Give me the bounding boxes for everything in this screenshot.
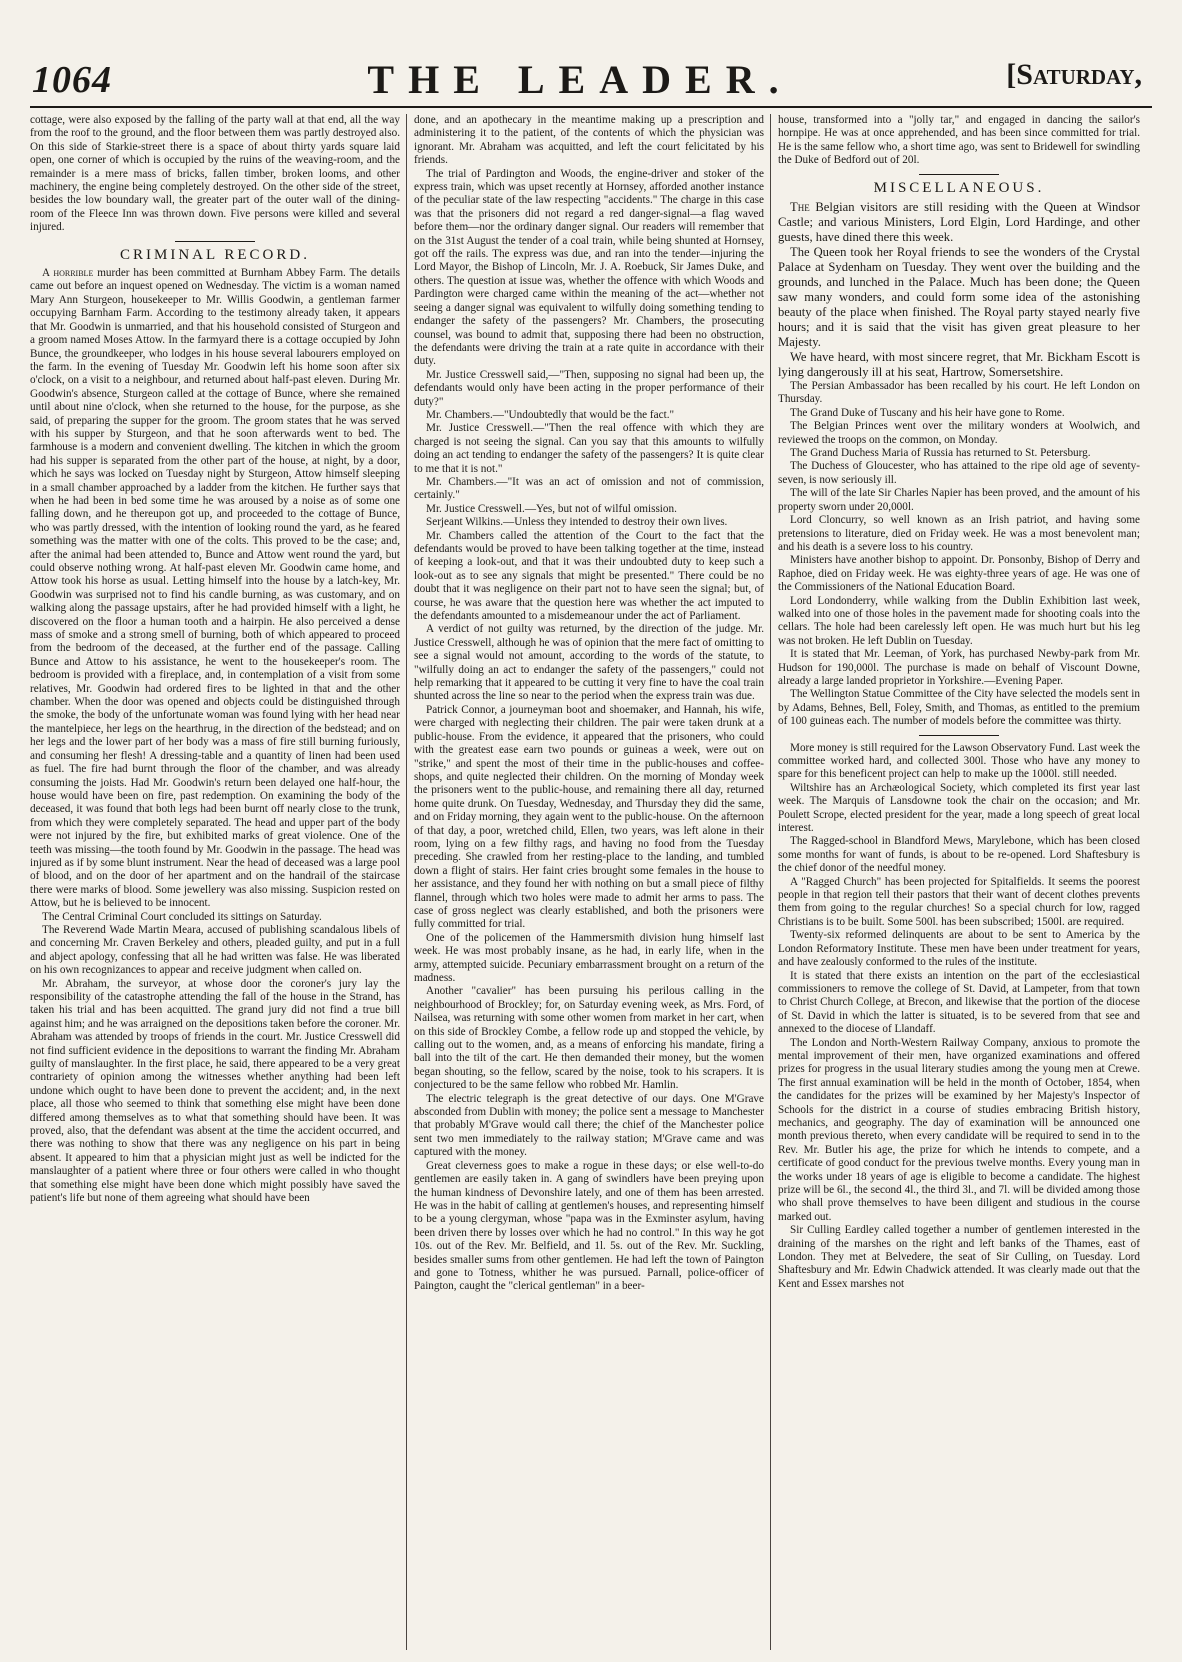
column-3: [778, 114, 1140, 1652]
article-paragraph: Great cleverness goes to make a rogue in these days; or else well-to-do gentlemen are easily taken in. A gang of swindlers have been preying upon the human kindness of Devonshire lately, and one of them has been arrested. He was in the habit of calling at gentlemen's houses, and representing himself to be a young clergyman, whose "papa was in the Exminster asylum, having been driven there by losses over which he had no control." In this way he got 10s. out of the Rev. Mr. Belfield, and 1l. 5s. out of the Rev. Mr. Suckling, besides smaller sums from other gentlemen. He had left the town of Paington and gone to Totness, whither he was pursued. Parnall, police-officer of Paington, caught the "clerical gentleman" in a beer-: [414, 1159, 764, 1293]
lead-in: The: [790, 200, 810, 215]
section-heading-miscellaneous: MISCELLANEOUS.: [873, 179, 1045, 196]
article-paragraph: The Belgian Princes went over the military wonders at Woolwich, and reviewed the troops on the common, on Monday.: [778, 420, 1140, 446]
article-paragraph: The Grand Duke of Tuscany and his heir have gone to Rome.: [790, 406, 1065, 419]
masthead: [0, 0, 1182, 112]
article-paragraph: Lord Cloncurry, so well known as an Irish patriot, and having some pretensions to literature, died on Friday week. He was a most benevolent man; and his death is a severe loss to his country.: [778, 514, 1140, 553]
article-paragraph: The Duchess of Gloucester, who has attained to the ripe old age of seventy-seven, is now seriously ill.: [778, 460, 1140, 486]
header-rule: [30, 106, 1152, 108]
article-paragraph: Wiltshire has an Archæological Society, which completed its first year last week. The Marquis of Lansdowne took the chair on the occasion; and Mr. Poulett Scrope, elected president for the year, made a long speech of great local interest.: [778, 781, 1140, 835]
article-paragraph: It is stated that there exists an intention on the part of the ecclesiastical commissioners to remove the college of St. David, at Lampeter, from that town to Christ Church College, at Brecon, and likewise that the portion of the diocese of St. David in which the latter is situated, is to be severed from that see and annexed to the diocese of Llandaff.: [778, 969, 1140, 1036]
section-rule: [919, 174, 999, 175]
article-paragraph: Mr. Justice Cresswell said,—"Then, supposing no signal had been up, the defendants would only have been acting in the proper performance of their duty?": [414, 368, 764, 408]
article-paragraph: The trial of Pardington and Woods, the engine-driver and stoker of the express train, which was upset recently at Hornsey, afforded another instance of the peculiar state of the law respecting "accidents." The charge in this case was that the prisoners did not regard a red danger-signal—a flag waved before them—nor the ordinary danger signal. Our readers will remember that on the 31st August the tender of a coal train, while being shunted at Hornsey, got off the rails. The express was due, and ran into the tender—injuring the Lord Mayor, the Bishop of Lincoln, Mr. J. A. Roebuck, Sir James Duke, and others. The question at issue was, whether the offence with which Woods and Pardington were charged came within the meaning of the act—whether not seeing a danger signal was equivalent to wilfully doing something tending to endanger the safety of the passengers? Mr. Chambers, the prosecuting counsel, was bound to admit that, supposing there had been no obstruction, the defendants were driving the train at a rate quite in accordance with their duty.: [414, 167, 764, 368]
miscellaneous-lead-block: [778, 200, 1140, 380]
article-paragraph: The electric telegraph is the great detective of our days. One M'Grave absconded from Dublin with money; the police sent a message to Manchester that probably M'Grave would call there; the chief of the Manchester police sent two men immediately to the railway station; M'Grave came and was captured with the money.: [414, 1092, 764, 1159]
article-paragraph: Mr. Chambers.—"Undoubtedly that would be the fact.": [426, 408, 675, 421]
article-paragraph: Mr. Abraham, the surveyor, at whose door the coroner's jury lay the responsibility of the catastrophe attending the fall of the house in the Strand, has taken his trial and has been acquitted. The grand jury did not find a true bill against him; and he was arraigned on the depositions taken before the coroner. Mr. Abraham was attended by troops of friends in the court. Mr. Justice Cresswell did not find sufficient evidence in the depositions to warrant the finding Mr. Abraham guilty of manslaughter. In the first place, he said, there appeared to be a very great contrariety of opinion among the witnesses whether anything had been left undone which ought to have been done to prevent the accident; and, in the next place, all those who seemed to think that something else might have been done differed among themselves as to what that something should have been. It was proved, also, that the defendant was absent at the time the accident occurred, and there was nothing to show that there was any negligence on his part in being absent. It appeared to him that a physician might just as well be indicted for the manslaughter of a patient where three or four others were called in who thought that something else might have been done which might possibly have saved the patient's life but none of them agreeing what should have been: [30, 977, 400, 1205]
article-paragraph: The Grand Duchess Maria of Russia has returned to St. Petersburg.: [790, 447, 1091, 460]
article-paragraph: house, transformed into a "jolly tar," and engaged in dancing the sailor's hornpipe. He was at once apprehended, and has been since committed for trial. He is the same fellow who, a short time ago, was sent to Bridewell for swindling the Duke of Bedford out of 20l.: [778, 114, 1140, 167]
article-paragraph: More money is still required for the Lawson Observatory Fund. Last week the committee worked hard, and collected 300l. Those who have any money to spare for this beneficent project can help to make up the 1000l. still needed.: [778, 741, 1140, 781]
article-paragraph: The London and North-Western Railway Company, anxious to promote the mental improvement of their men, have organized examinations and offered prizes for progress in the usual literary studies among the young men at Crewe. The first annual examination will be held in the month of October, 1854, when the candidates for the prizes will be examined by her Majesty's Inspector of Schools for the district in a course of studies embracing British history, mechanics, and geography. The day of examination will be announced one month previous thereto, when every candidate will be required to send in to the Rev. Mr. Butler his age, the prize for which he intends to compete, and a certificate of good conduct for the previous twelve months. Every young man in the works under 18 years of age is eligible to become a candidate. The highest prize will be 6l., the second 4l., the third 3l., and 7l. will be divided among those who shall prove themselves to have been diligent and studious in the course marked out.: [778, 1036, 1140, 1223]
article-paragraph: done, and an apothecary in the meantime making up a prescription and administering it to the patient, of the contents of which the physician was ignorant. Mr. Abraham was acquitted, and left the court felicitated by his friends.: [414, 114, 764, 167]
article-paragraph: [30, 267, 400, 911]
paragraph-text: murder has been committed at Burnham Abbey Farm. The details came out before an inquest opened on Wednesday. The victim is a woman named Mary Ann Sturgeon, housekeeper to Mr. Willis Goodwin, a gentleman farmer occupying Barnham Farm. According to the testimony already taken, it appears that Mr. Goodwin is unmarried, and that his household consisted of Sturgeon and a groom named Moses Attow. In the farmyard there is a cottage occupied by John Bunce, the groundkeeper, who lodges in his house several labourers employed on the farm. In the evening of Tuesday Mr. Goodwin left his home soon after six o'clock, on a visit to a neighbour, and returned about half-past eleven. During Mr. Goodwin's absence, Sturgeon called at the cottage of Bunce, where she remained until about nine o'clock, when she returned to the house, for the purpose, as she said, of preparing the supper for the groom. The groom states that he was served with his supper by Sturgeon, and that he soon afterwards went to bed. The farmhouse is a modern and convenient dwelling. The kitchen in which the groom had his supper is separated from the other part of the house, at night, by a door, which he says was locked on Tuesday night by Sturgeon, Attow himself sleeping in a small chamber approached by a ladder from the kitchen. He further says that when he had been in bed some time he was aroused by a noise as of some one falling down, and he thereupon got up, and proceeded to the cottage of Bunce, who was partly dressed, with the intention of looking round the yard, as he feared something was the matter with one of the colts. This proved to be the case; and, after the animal had been attended to, Bunce and Attow went round the yard, but could observe nothing wrong. At half-past eleven Mr. Goodwin came home, and Attow took his horse as usual. Letting himself into the house by a latch-key, Mr. Goodwin was surprised not to find his candle burning, as was customary, and on walking along the passage upstairs, after he had provided himself with a light, he discovered on the floor a human tooth and a hairpin. He also perceived a dense mass of smoke and a strong smell of burning, both of which appeared to proceed from the bedroom of the deceased, at the further end of the passage. Calling Bunce and Attow to his assistance, he went to the housekeeper's room. The bedroom is provided with a fireplace, and, in contemplation of a visit from some relatives, Mr. Goodwin had ordered fires to be lighted in that and the other chamber. When the door was opened and objects could be distinguished through the smoke, the body of the unfortunate woman was found lying with her head near the mantelpiece, her legs on the hearthrug, in the direction of the bedstead; and on her legs and the lower part of her body was a mass of fire still burning furiously, and consuming her flesh! A dressing-table and a quantity of linen had been used as fuel. The fire had burnt through the floor of the chamber, and was already consuming the joists. Had Mr. Goodwin's return been delayed one half-hour, the house would have been on fire, past redemption. On examining the body of the deceased, it was found that both legs had been burnt off nearly close to the trunk, from which they were completely separated. The head and upper part of the body were not injured by the fire, but exhibited marks of great violence. One of the teeth was missing—the tooth found by Mr. Goodwin in the passage. The head was injured as if by some blunt instrument. Near the head of deceased was a large pool of blood, and on the door of her apartment and on the handrail of the staircase there were marks of blood. Some jewellery was also missing. Suspicion rested on Attow, but he is believed to be innocent.: [30, 267, 400, 910]
lead-in: A horrible: [42, 267, 94, 280]
article-paragraph: Ministers have another bishop to appoint. Dr. Ponsonby, Bishop of Derry and Raphoe, died on Friday week. He was eighty-three years of age. He was one of the Commissioners of the National Education Board.: [778, 554, 1140, 594]
article-paragraph: The Persian Ambassador has been recalled by his court. He left London on Thursday.: [778, 380, 1140, 406]
issue-day: [Saturday,: [1006, 58, 1142, 91]
article-paragraph: It is stated that Mr. Leeman, of York, has purchased Newby-park from Mr. Hudson for 190,000l. The purchase is made on behalf of Viscount Downe, already a large landed proprietor in Yorkshire.—Evening Paper.: [778, 648, 1140, 687]
section-heading-criminal-record: CRIMINAL RECORD.: [120, 246, 310, 263]
article-paragraph: cottage, were also exposed by the falling of the party wall at that end, all the way from the roof to the ground, and the floor between them was partly destroyed also. On this side of Starkie-street there is a space of about thirty yards square laid open, one corner of which is occupied by the ruins of the weaving-room, and the remainder is a mere mass of bricks, fallen timber, broken looms, and other machinery, the engine being completely destroyed. On the other side of the street, besides the low boundary wall, the greater part of the outer wall of the dining-room of the Fleece Inn was thrown down. Five persons were killed and several injured.: [30, 114, 400, 234]
article-paragraph: The Ragged-school in Blandford Mews, Marylebone, which has been closed some months for want of funds, is about to be re-opened. Lord Shaftesbury is the chief donor of the needful money.: [778, 835, 1140, 875]
article-paragraph: Mr. Justice Cresswell.—Yes, but not of wilful omission.: [426, 502, 677, 515]
newspaper-title: THE LEADER.: [367, 57, 793, 102]
article-paragraph: The Queen took her Royal friends to see the wonders of the Crystal Palace at Sydenham on Tuesday. They went over the building and the grounds, and lunched in the Palace. Much has been done; the Queen saw many wonders, and could form some idea of the astonishing beauty of the place when finished. The Royal party stayed nearly five hours; and it is said that the visit has given great pleasure to her Majesty.: [778, 245, 1140, 350]
article-paragraph: The will of the late Sir Charles Napier has been proved, and the amount of his property sworn under 20,000l.: [778, 487, 1140, 513]
article-paragraph: Twenty-six reformed delinquents are about to be sent to America by the London Reformatory Institute. These men have been under treatment for years, and have zealously conformed to the rules of the institute.: [778, 929, 1140, 969]
column-divider-2: [770, 114, 771, 1650]
article-paragraph: Serjeant Wilkins.—Unless they intended to destroy their own lives.: [426, 516, 728, 529]
article-paragraph: Patrick Connor, a journeyman boot and shoemaker, and Hannah, his wife, were charged with neglecting their children. The pair were taken drunk at a public-house. From the evidence, it appeared that the prisoners, who could with the greatest ease earn two pounds or guineas a week, were out on "strike," and spent the most of their time in the public-houses and coffee-shops, and quite neglected their children. On the morning of Monday week the prisoners went to the public-house, and remaining there all day, returned home quite drunk. On Tuesday, Wednesday, and Thursday they did the same, and on Friday morning, they again went to the public-house. On the afternoon of that day, a poor, wretched child, Ellen, two years, was left alone in their room, lying on a few filthy rags, and having no food from the Tuesday preceding. She crawled from her resting-place to the landing, and tumbled down a flight of stairs. Her faint cries brought some females in the house to her assistance, and they found her with nothing on but a small piece of filthy flannel, through which two holes were made to admit her arms to pass. The case of gross neglect was clearly established, and both the prisoners were fully committed for trial.: [414, 703, 764, 931]
article-paragraph: The Wellington Statue Committee of the City have selected the models sent in by Adams, Behnes, Bell, Foley, Smith, and Thomas, as entitled to the premium of 100 guineas each. The number of models before the committee was thirty.: [778, 688, 1140, 728]
article-paragraph: Mr. Chambers.—"It was an act of omission and not of commission, certainly.": [414, 475, 764, 502]
section-rule: [175, 241, 255, 242]
article-paragraph: We have heard, with most sincere regret, that Mr. Bickham Escott is lying dangerously ill at his seat, Hartrow, Somersetshire.: [778, 350, 1140, 380]
article-paragraph: A "Ragged Church" has been projected for Spitalfields. It seems the poorest people in that region tell their pastors that their want of decent clothes prevents them from going to the regular churches! So a special church for low, ragged Christians is to be built. Some 500l. has been subscribed; 1500l. are required.: [778, 875, 1140, 928]
article-paragraph: Another "cavalier" has been pursuing his perilous calling in the neighbourhood of Brockley; for, on Saturday evening week, as Mrs. Ford, of Nailsea, was returning with some other women from market in her cart, when on this side of Brockley Combe, a fellow rode up and stopped the vehicle, by calling out to the women, and, as a means of enforcing his mandate, firing a ball into the tilt of the cart. He then demanded their money, but the women began shouting, so the fellow, scared by the noise, took to his scrapers. It is conjectured to be the same fellow who robbed Mr. Hamlin.: [414, 985, 764, 1092]
article-paragraph: One of the policemen of the Hammersmith division hung himself last week. He was most probably insane, as he had, in early life, when in the army, attempted suicide. Pecuniary embarrassment brought on a return of the madness.: [414, 931, 764, 984]
article-paragraph: The Central Criminal Court concluded its sittings on Saturday.: [42, 910, 322, 923]
section-rule: [919, 735, 999, 736]
article-paragraph: Mr. Justice Cresswell.—"Then the real offence with which they are charged is not seeing the signal. Can you say that this amounts to wilfully doing an act tending to endanger the safety of the passengers? It is quite clear to me that it is not.": [414, 422, 764, 475]
column-divider-1: [406, 114, 407, 1650]
article-paragraph: Lord Londonderry, while walking from the Dublin Exhibition last week, walked into one of those holes in the pavement made for shooting coals into the cellars. The hole had been carelessly left open. He was much hurt but his leg was not broken. He left Dublin on Tuesday.: [778, 594, 1140, 647]
column-2: [414, 114, 764, 1652]
article-paragraph: [778, 200, 1140, 245]
paragraph-text: Belgian visitors are still residing with the Queen at Windsor Castle; and various Ministers, Lord Elgin, Lord Hardinge, and other guests, have dined there this week.: [778, 200, 1140, 245]
column-1: [30, 114, 400, 1652]
page-number: 1064: [32, 59, 112, 101]
article-paragraph: The Reverend Wade Martin Meara, accused of publishing scandalous libels of and concerning Mr. Craven Berkeley and others, pleaded guilty, and put in a full and abject apology, confessing that all he had written was false. He was liberated on his own recognizances to appear and receive judgment when called on.: [30, 923, 400, 977]
article-paragraph: Mr. Chambers called the attention of the Court to the fact that the defendants would be proved to have been talking together at the time, instead of keeping a look-out, and that it was their undoubted duty to keep such a look-out as to see any signals that might be presented." There could be no doubt that it was negligence on their part not to have seen the signal; but, of course, he was aware that the question here was whether the act imputed to the defendants amounted to a misdemeanour under the act of Parliament.: [414, 529, 764, 623]
article-paragraph: Sir Culling Eardley called together a number of gentlemen interested in the draining of the marshes on the right and left banks of the Thames, east of London. They met at Belvedere, the seat of Sir Culling, on Tuesday. Lord Shaftesbury and Mr. Edwin Chadwick attended. It was clearly made out that the Kent and Essex marshes not: [778, 1224, 1140, 1290]
article-paragraph: A verdict of not guilty was returned, by the direction of the judge. Mr. Justice Cresswell, although he was of opinion that the mere fact of omitting to see a signal would not amount, according to the words of the statute, to "wilfully doing an act to endanger the safety of the passengers," could not help remarking that it appeared to be cutting it very fine to have the coal train shunted across the line so near to the period when the express train was due.: [414, 623, 764, 703]
